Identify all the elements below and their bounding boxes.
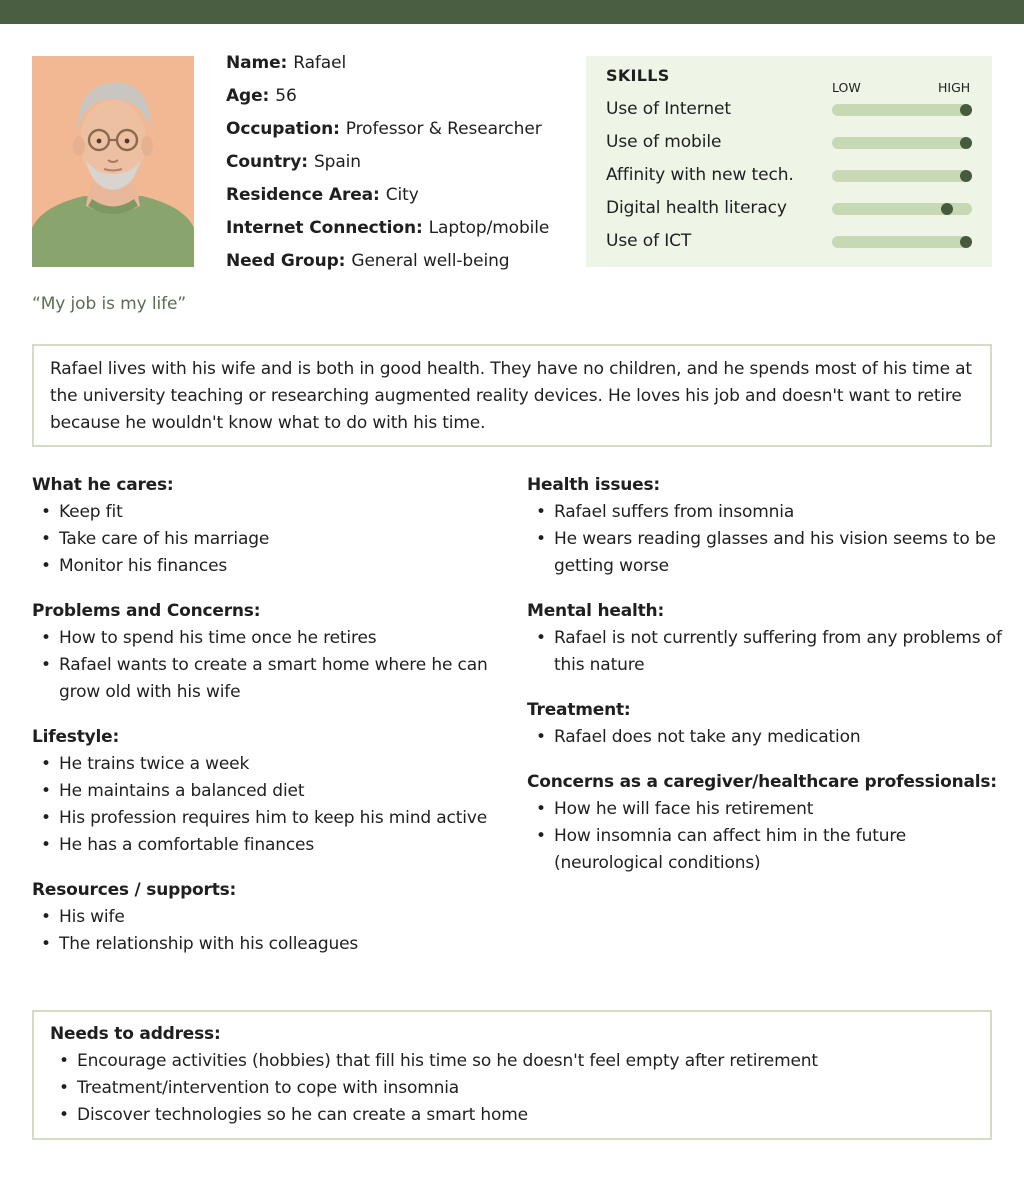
section-title: Health issues: <box>527 475 661 495</box>
info-row <box>226 149 576 182</box>
list-item: • He wears reading glasses and his vision seems to be getting worse <box>527 526 1007 580</box>
skill-level-track <box>832 203 972 215</box>
section <box>527 697 1007 751</box>
list-item: • Rafael suffers from insomnia <box>527 499 1007 526</box>
profile-info <box>226 50 576 281</box>
section <box>32 598 502 706</box>
scale-high-label: HIGH <box>938 80 971 95</box>
needs-title: Needs to address: <box>50 1024 221 1044</box>
persona-bio: Rafael lives with his wife and is both in good health. They have no children, and he spends most of his time at the university teaching or researching augmented reality devices. He loves his job and doesn't want to retire because he wouldn't know what to do with his time. <box>32 344 992 447</box>
info-key: Age: <box>226 86 270 106</box>
info-key: Need Group: <box>226 251 346 271</box>
section-title: Mental health: <box>527 601 665 621</box>
list-item: • How insomnia can affect him in the future (neurological conditions) <box>527 823 1007 877</box>
section-title: Resources / supports: <box>32 880 237 900</box>
info-row <box>226 248 576 281</box>
needs-box <box>32 1010 992 1140</box>
section-list <box>32 625 502 706</box>
info-row <box>226 215 576 248</box>
section-list <box>32 904 502 958</box>
skill-row <box>606 129 976 162</box>
info-value: 56 <box>275 86 297 106</box>
section-title: Problems and Concerns: <box>32 601 261 621</box>
section-list <box>32 751 502 859</box>
skill-level-marker <box>960 236 972 248</box>
skill-level-track <box>832 104 972 116</box>
needs-list <box>50 1048 974 1129</box>
info-key: Name: <box>226 53 288 73</box>
section <box>527 769 1007 877</box>
skill-level-marker <box>960 137 972 149</box>
info-row <box>226 182 576 215</box>
list-item: • Discover technologies so he can create a smart home <box>50 1102 974 1129</box>
info-value: Laptop/mobile <box>428 218 550 238</box>
list-item: • Encourage activities (hobbies) that fill his time so he doesn't feel empty after retirement <box>50 1048 974 1075</box>
skill-level-track <box>832 137 972 149</box>
skill-row <box>606 195 976 228</box>
persona-quote: “My job is my life” <box>32 294 187 314</box>
section-list <box>527 499 1007 580</box>
info-value: City <box>385 185 419 205</box>
header-bar <box>0 0 1024 24</box>
info-row <box>226 83 576 116</box>
skill-level-track <box>832 236 972 248</box>
list-item: • Rafael is not currently suffering from any problems of this nature <box>527 625 1007 679</box>
skill-label: Affinity with new tech. <box>606 165 794 185</box>
section-title: Lifestyle: <box>32 727 120 747</box>
skill-row <box>606 162 976 195</box>
section-list <box>527 724 1007 751</box>
list-item: • He trains twice a week <box>32 751 502 778</box>
list-item: • Rafael wants to create a smart home where he can grow old with his wife <box>32 652 502 706</box>
info-key: Internet Connection: <box>226 218 423 238</box>
skills-title: SKILLS <box>606 66 670 85</box>
section <box>32 877 502 958</box>
skill-row <box>606 96 976 129</box>
list-item: • How to spend his time once he retires <box>32 625 502 652</box>
info-row <box>226 50 576 83</box>
skill-label: Use of Internet <box>606 99 731 119</box>
list-item: • Treatment/intervention to cope with insomnia <box>50 1075 974 1102</box>
skill-label: Digital health literacy <box>606 198 787 218</box>
section <box>527 472 1007 580</box>
info-value: General well-being <box>351 251 510 271</box>
section <box>32 724 502 859</box>
section-title: Treatment: <box>527 700 631 720</box>
list-item: • Keep fit <box>32 499 502 526</box>
skill-level-marker <box>941 203 953 215</box>
list-item: • The relationship with his colleagues <box>32 931 502 958</box>
section-list <box>527 796 1007 877</box>
skill-label: Use of ICT <box>606 231 692 251</box>
skill-row <box>606 228 976 261</box>
info-value: Rafael <box>293 53 347 73</box>
skill-label: Use of mobile <box>606 132 722 152</box>
list-item: • He maintains a balanced diet <box>32 778 502 805</box>
profile-photo <box>32 56 194 267</box>
info-value: Spain <box>313 152 361 172</box>
section-list <box>527 625 1007 679</box>
skill-level-marker <box>960 170 972 182</box>
list-item: • How he will face his retirement <box>527 796 1007 823</box>
info-key: Occupation: <box>226 119 340 139</box>
skill-level-track <box>832 170 972 182</box>
section <box>32 472 502 580</box>
scale-low-label: LOW <box>832 80 861 95</box>
list-item: • His profession requires him to keep his mind active <box>32 805 502 832</box>
skill-level-marker <box>960 104 972 116</box>
section-title: Concerns as a caregiver/healthcare professionals: <box>527 772 997 792</box>
list-item: • His wife <box>32 904 502 931</box>
info-key: Residence Area: <box>226 185 380 205</box>
info-key: Country: <box>226 152 308 172</box>
section-list <box>32 499 502 580</box>
right-column <box>527 472 1007 895</box>
list-item: • He has a comfortable finances <box>32 832 502 859</box>
info-value: Professor & Researcher <box>345 119 542 139</box>
list-item: • Rafael does not take any medication <box>527 724 1007 751</box>
info-row <box>226 116 576 149</box>
list-item: • Take care of his marriage <box>32 526 502 553</box>
section <box>527 598 1007 679</box>
section-title: What he cares: <box>32 475 174 495</box>
portrait-illustration <box>32 56 194 267</box>
left-column <box>32 472 502 976</box>
list-item: • Monitor his finances <box>32 553 502 580</box>
skills-panel <box>586 56 992 267</box>
